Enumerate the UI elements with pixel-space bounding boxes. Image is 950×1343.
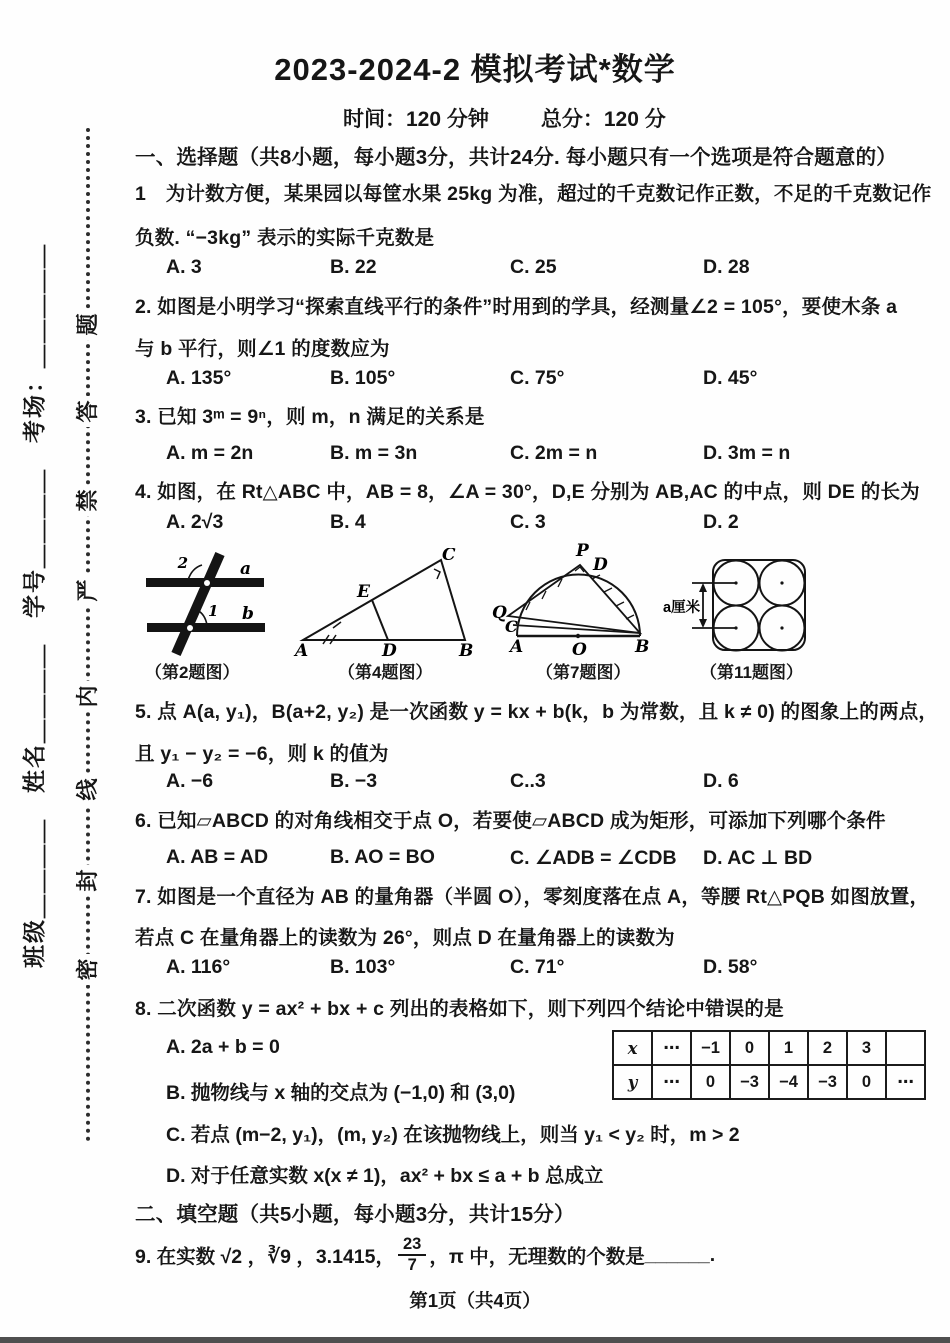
q9-suffix: ，π 中，无理数的个数是 [429, 1246, 645, 1268]
figure-caption-q7: （第7题图） [536, 663, 631, 682]
q7-line1: 7. 如图是一个直径为 AB 的量角器（半圆 O），零刻度落在点 A，等腰 Rt△PQB 如图放置， [135, 886, 930, 908]
q2-option-b: B. 105° [330, 367, 396, 389]
figure-q11-circles [655, 550, 823, 658]
table-cell: 2 [808, 1031, 847, 1065]
q1-option-a: A. 3 [166, 256, 202, 278]
q6-option-d: D. AC ⊥ BD [703, 847, 813, 869]
q7-option-c: C. 71° [510, 956, 565, 978]
figure-q7-protractor [480, 540, 666, 665]
q9-line [135, 1228, 715, 1282]
q7-fig-D-label: D [593, 555, 608, 575]
figure-q2-parallel-bars [138, 543, 310, 661]
seal-char: 禁 [74, 485, 101, 516]
q1-option-d: D. 28 [703, 256, 750, 278]
q7-fig-C-label: C [505, 617, 518, 636]
figure-caption-q11: （第11题图） [700, 663, 803, 682]
q3-option-b: B. m = 3n [330, 442, 418, 464]
q6-option-b: B. AO = BO [330, 846, 435, 868]
q5-option-d: D. 6 [703, 770, 739, 792]
figure-q4-triangle [293, 548, 485, 660]
q4-option-c: C. 3 [510, 511, 546, 533]
table-cell: −3 [730, 1065, 769, 1099]
q1-options [166, 256, 750, 279]
figure-caption-q2: （第2题图） [145, 663, 240, 682]
figure-caption-q4: （第4题图） [338, 663, 433, 682]
q4-options [166, 511, 739, 534]
q8-value-table [612, 1030, 926, 1100]
q7-fig-A-label: A [510, 637, 524, 657]
q4-fig-C-label: C [442, 548, 456, 565]
q1-option-c: C. 25 [510, 256, 557, 278]
q3-line1: 3. 已知 3ᵐ = 9ⁿ，则 m，n 满足的关系是 [135, 406, 485, 428]
q3-option-d: D. 3m = n [703, 442, 791, 464]
q6-options [166, 846, 812, 870]
q2-line2: 与 b 平行，则∠1 的度数应为 [135, 338, 390, 360]
table-cell: ⋯ [886, 1065, 925, 1099]
q11-fig-dimension-label: a厘米 [663, 600, 701, 616]
q7-fig-Q-label: Q [492, 603, 507, 623]
section-2-heading: 二、填空题（共5小题，每小题3分，共计15分） [135, 1203, 575, 1226]
page-number-footer: 第1页（共4页） [409, 1290, 541, 1311]
section-1-heading: 一、选择题（共8小题，每小题3分，共计24分. 每小题只有一个选项是符合题意的） [135, 146, 897, 169]
q8-option-b: B. 抛物线与 x 轴的交点为 (−1,0) 和 (3,0) [166, 1082, 516, 1104]
q9-answer-blank: ______. [644, 1243, 716, 1266]
q2-option-a: A. 135° [166, 367, 232, 389]
page-title: 2023-2024-2 模拟考试*数学 [274, 52, 676, 87]
table-cell: −3 [808, 1065, 847, 1099]
q2-fig-line-a-label: a [240, 559, 252, 579]
q4-option-b: B. 4 [330, 511, 366, 533]
student-info-fields: 班级＿＿＿＿ 姓名＿＿＿＿ 学号＿＿＿＿ 考场：＿＿＿＿＿ [21, 243, 47, 968]
q3-option-c: C. 2m = n [510, 442, 598, 464]
q7-option-b: B. 103° [330, 956, 396, 978]
q2-fig-angle2-label: 2 [177, 554, 188, 572]
q2-option-c: C. 75° [510, 367, 565, 389]
q5-option-b: B. −3 [330, 770, 378, 792]
q5-option-a: A. −6 [166, 770, 214, 792]
q8-line1: 8. 二次函数 y = ax² + bx + c 列出的表格如下，则下列四个结论中错误的是 [135, 998, 784, 1020]
q7-fig-P-label: P [576, 541, 589, 561]
q2-option-d: D. 45° [703, 367, 758, 389]
q4-option-d: D. 2 [703, 511, 739, 533]
q8-option-d: D. 对于任意实数 x(x ≠ 1)，ax² + bx ≤ a + b 总成立 [166, 1165, 604, 1187]
q2-line1: 2. 如图是小明学习“探索直线平行的条件”时用到的学具，经测量∠2 = 105°，要使木条 a [135, 296, 898, 318]
exam-total-score: 总分：120 分 [540, 108, 666, 131]
q8-option-a: A. 2a + b = 0 [166, 1036, 280, 1058]
q8-option-c: C. 若点 (m−2, y₁)，(m, y₂) 在该抛物线上，则当 y₁ < y₂ 时，m > 2 [166, 1124, 740, 1146]
q6-option-a: A. AB = AD [166, 846, 269, 868]
scan-edge-strip [0, 1337, 950, 1343]
q7-options [166, 956, 757, 979]
q1-line1: 1 为计数方便，某果园以每筐水果 25kg 为准，超过的千克数记作正数，不足的千克数记作 [135, 183, 932, 205]
seal-char: 题 [74, 309, 101, 340]
q2-options [166, 367, 757, 390]
q4-line1: 4. 如图，在 Rt△ABC 中，AB = 8，∠A = 30°，D,E 分别为 AB,AC 的中点，则 DE 的长为 [135, 481, 920, 503]
q7-fig-O-label: O [572, 640, 587, 660]
q5-line1: 5. 点 A(a, y₁)，B(a+2, y₂) 是一次函数 y = kx + b(k，b 为常数，且 k ≠ 0) 的图象上的两点， [135, 701, 939, 723]
q4-fig-D-label: D [382, 641, 397, 660]
table-cell: y [613, 1065, 652, 1099]
q6-option-c: C. ∠ADB = ∠CDB [510, 847, 677, 869]
seal-char: 封 [74, 865, 101, 896]
q5-option-c: C..3 [510, 770, 546, 792]
table-cell: −1 [691, 1031, 730, 1065]
q9-fraction-denominator: 7 [407, 1256, 417, 1274]
table-cell [886, 1031, 925, 1065]
q3-option-a: A. m = 2n [166, 442, 254, 464]
q6-line1: 6. 已知▱ABCD 的对角线相交于点 O，若要使▱ABCD 成为矩形，可添加下列哪个条件 [135, 810, 886, 832]
q2-fig-angle1-label: 1 [208, 602, 219, 620]
q7-line2: 若点 C 在量角器上的读数为 26°，则点 D 在量角器上的读数为 [135, 927, 675, 949]
exam-time: 时间：120 分钟 [343, 108, 489, 131]
table-cell: 0 [730, 1031, 769, 1065]
q9-prefix: 9. 在实数 √2 ，∛9 ，3.1415， [135, 1246, 395, 1268]
q4-option-a: A. 2√3 [166, 511, 224, 533]
q4-fig-A-label: A [295, 641, 309, 660]
q1-line2: 负数. “−3kg” 表示的实际千克数是 [135, 227, 435, 249]
table-cell: 0 [691, 1065, 730, 1099]
q4-fig-B-label: B [459, 641, 474, 660]
q5-line2: 且 y₁ − y₂ = −6，则 k 的值为 [135, 743, 389, 765]
table-cell: 0 [847, 1065, 886, 1099]
table-cell: 1 [769, 1031, 808, 1065]
seal-char: 线 [74, 774, 101, 805]
table-row-y [613, 1065, 925, 1099]
seal-char: 密 [74, 954, 101, 985]
seal-dotted-line [86, 128, 90, 1142]
q2-fig-line-b-label: b [242, 604, 254, 624]
q9-fraction-numerator: 23 [398, 1235, 426, 1256]
q3-options [166, 442, 790, 465]
q7-option-d: D. 58° [703, 956, 758, 978]
table-cell: −4 [769, 1065, 808, 1099]
q4-fig-E-label: E [357, 582, 370, 602]
q9-fraction [398, 1235, 426, 1275]
table-cell: x [613, 1031, 652, 1065]
q7-fig-B-label: B [635, 637, 650, 657]
seal-char: 内 [74, 681, 101, 712]
table-cell: 3 [847, 1031, 886, 1065]
table-cell: ⋯ [652, 1065, 691, 1099]
seal-char: 严 [74, 575, 101, 606]
table-row-x [613, 1031, 925, 1065]
table-cell: ⋯ [652, 1031, 691, 1065]
q1-option-b: B. 22 [330, 256, 377, 278]
q7-option-a: A. 116° [166, 956, 231, 978]
q5-options [166, 770, 739, 793]
seal-char: 答 [74, 396, 101, 427]
exam-meta [343, 103, 666, 133]
